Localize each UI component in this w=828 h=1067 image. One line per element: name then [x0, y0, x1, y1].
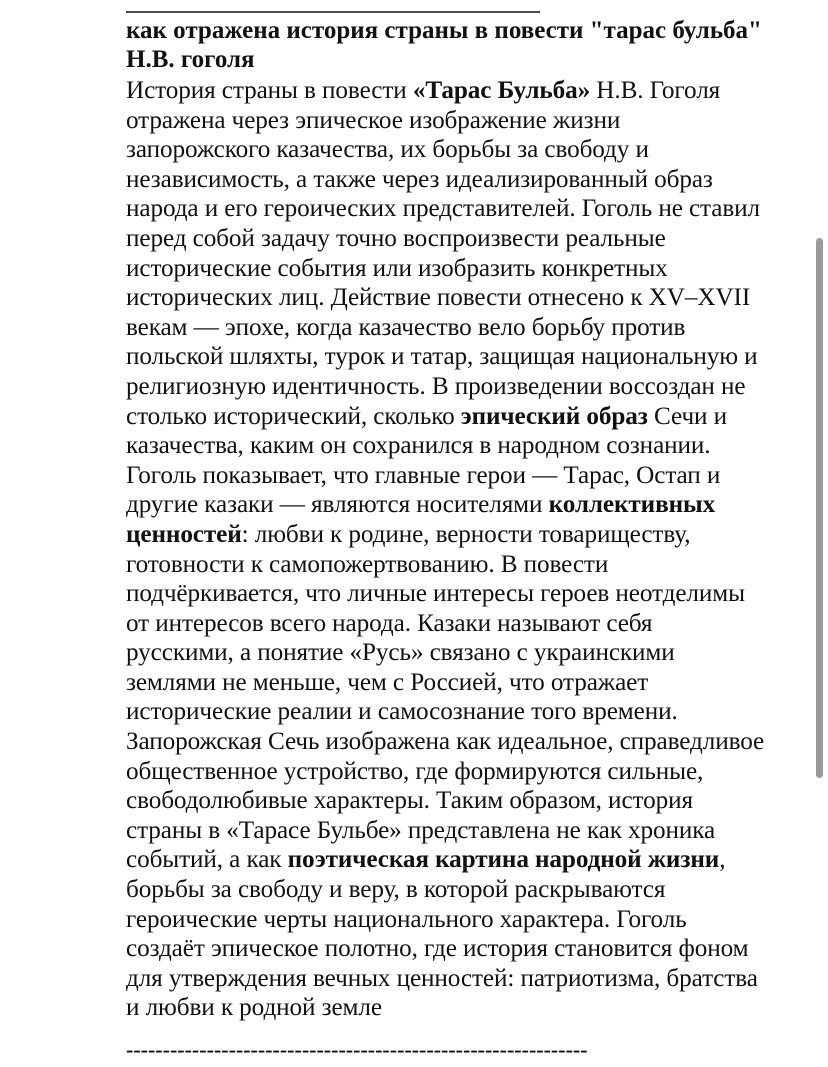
- answer-segment: История страны в повести: [126, 77, 413, 104]
- bold-phrase-epic-image: эпический образ: [460, 402, 648, 430]
- top-divider: [126, 11, 540, 13]
- answer-segment: , борьбы за свободу и веру, в которой раскрываются героические черты национального характера. Гоголь создаёт эпическое полотно, где история становится фоном для утверждения вечных ценностей: патриотизма, братства и любви к родной земле: [126, 846, 758, 1022]
- bold-phrase-poetic-picture: поэтическая картина народной жизни: [287, 846, 720, 874]
- answer-segment: Сечи и казачества, каким он сохранился в народном сознании. Гоголь показывает, что главные герои — Тарас, Остап и другие казаки — являются носителями: [126, 402, 727, 519]
- scrollbar-thumb[interactable]: [816, 238, 823, 778]
- answer-segment: Н.В. Гоголя отражена через эпическое изображение жизни запорожского казачества, их борьбы за свободу и независимость, а также через идеализированный образ народа и его героических представителей. Гоголь не ставил перед собой задачу точно воспроизвести реальные исторические события или изобразить конкретных исторических лиц. Действие повести отнесено к XV–XVII векам — эпохе, когда казачество вело борьбу против польской шляхты, турок и татар, защищая национальную и религиозную идентичность. В произведении воссоздан не столько исторический, сколько: [126, 77, 760, 430]
- bold-phrase-collective-values: коллективных ценностей: [126, 491, 716, 548]
- bold-phrase-title: «Тарас Бульба»: [412, 77, 591, 104]
- question-heading: как отражена история страны в повести "тарас бульба" Н.В. гоголя: [126, 17, 762, 73]
- answer-text: [126, 76, 766, 1023]
- answer-segment: : любви к родине, верности товариществу, готовности к самопожертвованию. В повести подчёркивается, что личные интересы героев неотделимы от интересов всего народа. Казаки называют себя русскими, а понятие «Русь» связано с украинскими землями не меньше, чем с Россией, что отражает исторические реалии и самосознание того времени. Запорожская Сечь изображена как идеальное, справедливое общественное устройство, где формируются сильные, свободолюбивые характеры. Таким образом, история страны в «Тарасе Бульбе» представлена не как хроника событий, а как: [126, 520, 765, 874]
- bottom-separator: ---------------------------------------------------------------: [126, 1038, 588, 1062]
